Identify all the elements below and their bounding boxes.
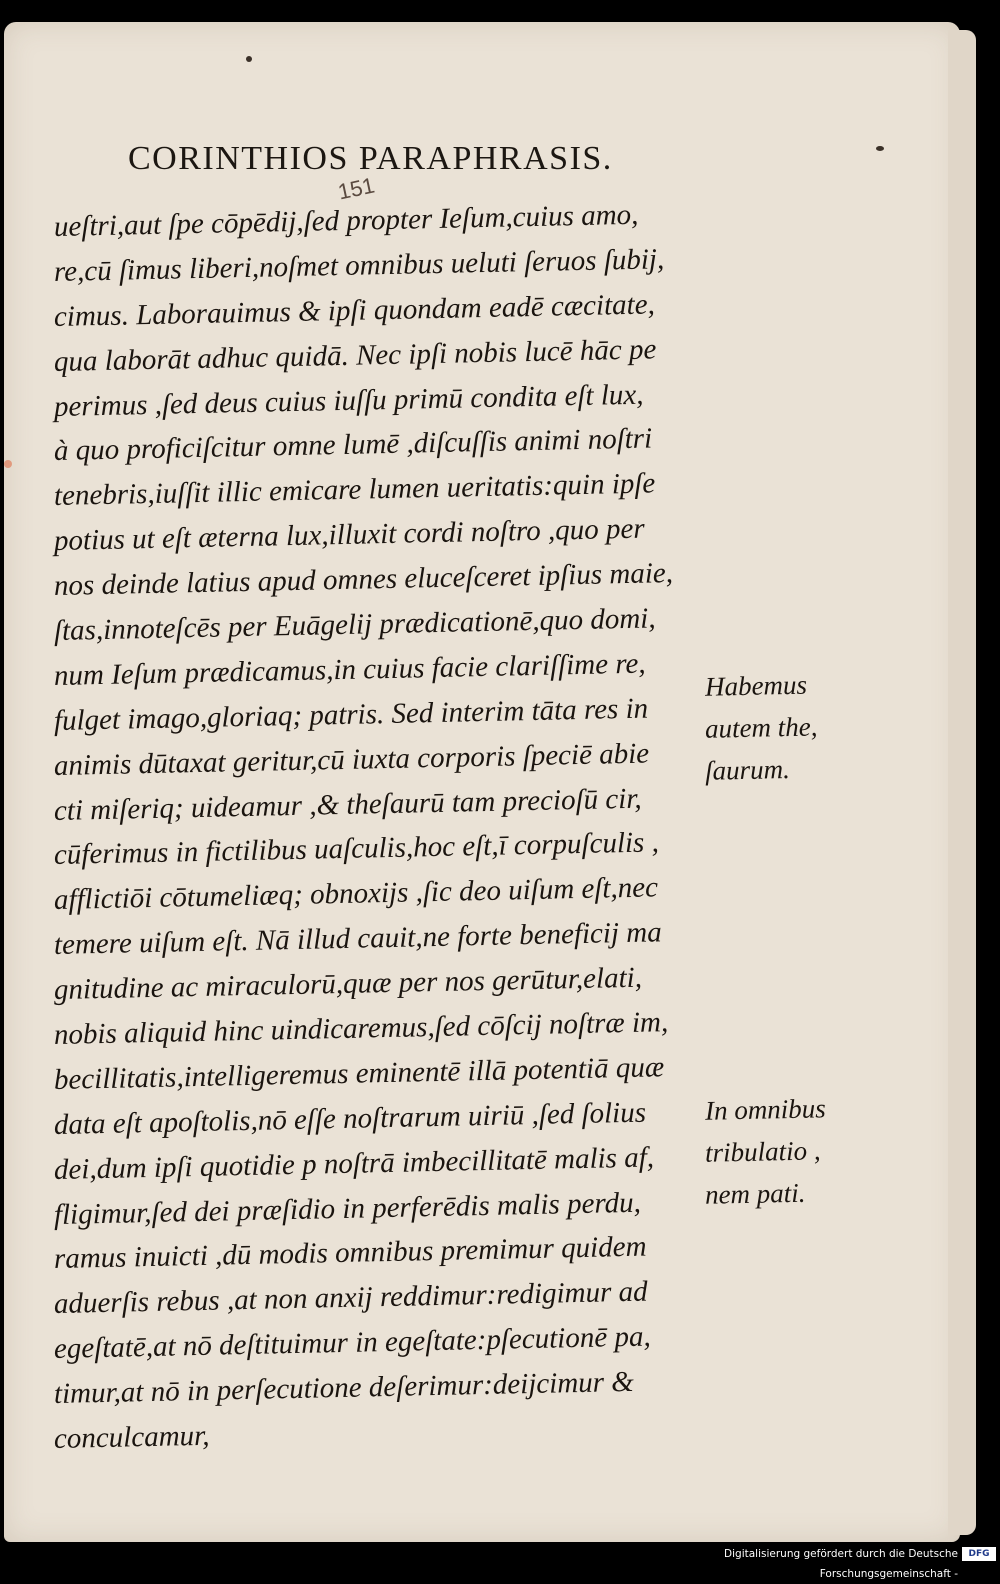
- text-line: dei,dum ipſi quotidie p noſtrā imbecillitatē malis af,: [53, 1141, 655, 1186]
- ink-speck: [246, 56, 252, 62]
- text-line: fligimur,ſed dei præſidio in perferēdis malis perdu,: [53, 1186, 642, 1231]
- text-line: ramus inuicti ,dū modis omnibus premimur quidem: [53, 1231, 647, 1276]
- text-line: ueſtri,aut ſpe cōpēdij,ſed propter Ieſum,cuius amo,: [53, 198, 639, 243]
- text-line: nobis aliquid hinc uindicaremus,ſed cōſcij noſtræ im,: [53, 1006, 669, 1052]
- marginal-line: autem the,: [704, 711, 818, 744]
- ink-speck: [876, 146, 884, 151]
- text-line: nos deinde latius apud omnes eluceſceret ipſius maie,: [53, 557, 674, 603]
- text-line: qua laborāt adhuc quidā. Nec ipſi nobis lucē hāc pe: [53, 333, 657, 378]
- text-line: à quo proficiſcitur omne lumē ,diſcuſſis animi noſtri: [53, 422, 653, 468]
- digitization-credit: [600, 1544, 1000, 1580]
- credit-text: Digitalisierung gefördert durch die Deutsche Forschungsgemeinschaft -: [724, 1548, 958, 1580]
- text-line: cti miſeriq; uideamur ,& theſaurū tam precioſū cir,: [53, 782, 642, 827]
- text-line: afflictiōi cōtumeliæq; obnoxijs ,ſic deo uiſum eſt,nec: [53, 871, 659, 917]
- text-line: cimus. Laborauimus & ipſi quondam eadē cæcitate,: [53, 288, 656, 333]
- text-line: perimus ,ſed deus cuius iuſſu primū condita eſt lux,: [53, 378, 644, 423]
- marginal-note-habemus: [705, 664, 875, 790]
- text-line: num Ieſum prædicamus,in cuius facie clariſſime re,: [53, 647, 646, 692]
- text-line: animis dūtaxat geritur,cū iuxta corporis ſpeciē abie: [53, 737, 650, 782]
- marginal-line: nem pati.: [704, 1177, 806, 1210]
- text-line: potius ut eſt æterna lux,illuxit cordi noſtro ,quo per: [53, 512, 645, 558]
- marginal-line: tribulatio ,: [704, 1135, 821, 1168]
- running-title: CORINTHIOS PARAPHRASIS.: [128, 140, 613, 177]
- folio-annotation: 151: [335, 172, 377, 205]
- text-line: timur,at nō in perſecutione deſerimur:deijcimur &: [53, 1366, 635, 1411]
- text-line: gnitudine ac miraculorū,quæ per nos gerūtur,elati,: [53, 961, 643, 1007]
- text-line: aduerſis rebus ,at non anxij reddimur:redigimur ad: [53, 1275, 648, 1321]
- text-line: ſtas,innoteſcēs per Euāgelij prædicationē,quo domi,: [53, 602, 656, 648]
- marginal-line: In omnibus: [704, 1093, 827, 1126]
- text-line: conculcamur,: [53, 1419, 210, 1456]
- text-line: temere uiſum eſt. Nā illud cauit,ne forte beneficij ma: [53, 916, 662, 962]
- text-line: becillitatis,intelligeremus eminentē illā potentiā quæ: [53, 1051, 665, 1096]
- main-text-block: [53, 198, 714, 1462]
- marginal-line: Habemus: [704, 669, 808, 702]
- text-line: tenebris,iuſſit illic emicare lumen ueritatis:quin ipſe: [53, 467, 656, 513]
- marginal-line: ſaurum.: [704, 754, 791, 786]
- text-line: fulget imago,gloriaq; patris. Sed interim tāta res in: [53, 692, 649, 737]
- text-line: re,cū ſimus liberi,noſmet omnibus ueluti ſeruos ſubij,: [53, 243, 665, 288]
- text-line: data eſt apoſtolis,nō eſſe noſtrarum uiriū ,ſed ſolius: [53, 1096, 647, 1141]
- dfg-logo: DFG: [962, 1547, 996, 1561]
- page-stain: [4, 460, 12, 468]
- text-line: cūferimus in fictilibus uaſculis,hoc eſt,ī corpuſculis ,: [53, 826, 660, 872]
- page-edge: [948, 30, 976, 1535]
- marginal-note-in-omnibus: [705, 1088, 875, 1214]
- text-line: egeſtatē,at nō deſtituimur in egeſtate:pſecutionē pa,: [53, 1320, 651, 1366]
